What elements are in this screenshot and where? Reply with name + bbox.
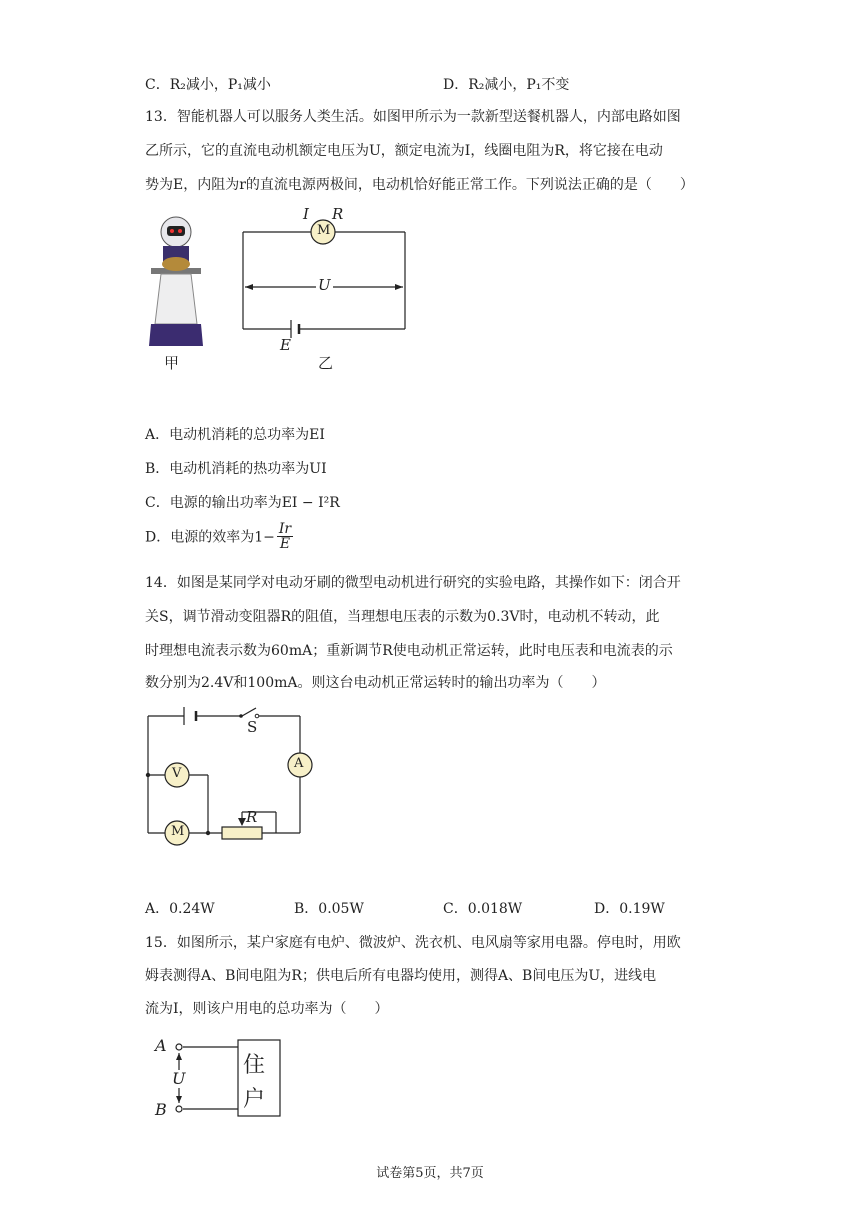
q13-option-c: C．电源的输出功率为EI − I²R — [145, 495, 340, 511]
q14-option-d: D．0.19W — [594, 901, 665, 917]
terminal-a-label: A — [155, 1036, 167, 1055]
switch-label: S — [247, 718, 258, 736]
fig-label-yi: 乙 — [318, 354, 334, 372]
ammeter-label: A — [294, 756, 304, 771]
q14-stem-line3: 时理想电流表示数为60mA；重新调节R使电动机正常运转，此时电压表和电流表的示 — [145, 643, 673, 659]
motor-label: M — [317, 223, 331, 238]
q14-option-b: B．0.05W — [294, 901, 364, 917]
q14-option-c: C．0.018W — [443, 901, 523, 917]
q15-stem-line1: 15．如图所示，某户家庭有电炉、微波炉、洗衣机、电风扇等家用电器。停电时，用欧 — [145, 935, 681, 951]
fraction-denominator: E — [279, 536, 291, 552]
motor-label-14: M — [171, 824, 185, 839]
q15-stem-line3: 流为I，则该户用电的总功率为（ ） — [145, 1001, 389, 1017]
q14-option-a: A．0.24W — [145, 901, 215, 917]
current-label: I — [303, 205, 309, 223]
q13-stem-line3: 势为E，内阻为r的直流电源两极间，电动机恰好能正常工作。下列说法正确的是（ ） — [145, 177, 694, 193]
q14-stem-line4: 数分别为2.4V和100mA。则这台电动机正常运转时的输出功率为（ ） — [145, 675, 606, 691]
q13-option-d-fraction — [277, 522, 293, 551]
terminal-b-label: B — [155, 1100, 167, 1119]
voltage-label: U — [318, 276, 331, 294]
q13-option-b: B．电动机消耗的热功率为UI — [145, 461, 327, 477]
rheostat-label: R — [246, 808, 258, 826]
page-footer: 试卷第5页，共7页 — [376, 1166, 484, 1181]
q12-option-d: D．R₂减小，P₁不变 — [443, 77, 570, 93]
q12-option-c: C．R₂减小，P₁减小 — [145, 77, 271, 93]
q14-stem-line2: 关S，调节滑动变阻器R的阻值，当理想电压表的示数为0.3V时，电动机不转动，此 — [145, 609, 660, 625]
q14-stem-line1: 14．如图是某同学对电动牙刷的微型电动机进行研究的实验电路，其操作如下：闭合开 — [145, 575, 681, 591]
fig-label-jia: 甲 — [164, 354, 180, 372]
voltage-label-15: U — [172, 1069, 186, 1088]
rheostat-symbol — [222, 827, 262, 839]
q13-option-d — [145, 522, 293, 551]
resident-box-text-1: 住 — [243, 1053, 266, 1078]
voltmeter-label: V — [172, 766, 182, 781]
household-circuit-diagram — [150, 1036, 290, 1126]
q13-stem-line1: 13．智能机器人可以服务人类生活。如图甲所示为一款新型送餐机器人，内部电路如图 — [145, 109, 681, 125]
resistance-label: R — [332, 205, 344, 223]
emf-label: E — [280, 336, 291, 354]
robot-image — [143, 212, 209, 352]
toothbrush-motor-circuit — [140, 700, 320, 850]
q13-option-d-prefix: D．电源的效率为1− — [145, 529, 275, 546]
resident-box-text-2: 户 — [243, 1087, 266, 1112]
fraction-numerator: Ir — [278, 521, 292, 537]
q13-option-a: A．电动机消耗的总功率为EI — [145, 427, 325, 443]
q15-stem-line2: 姆表测得A、B间电阻为R；供电后所有电器均使用，测得A、B间电压为U，进线电 — [145, 968, 657, 984]
q13-stem-line2: 乙所示，它的直流电动机额定电压为U，额定电流为I，线圈电阻为R，将它接在电动 — [145, 143, 663, 159]
